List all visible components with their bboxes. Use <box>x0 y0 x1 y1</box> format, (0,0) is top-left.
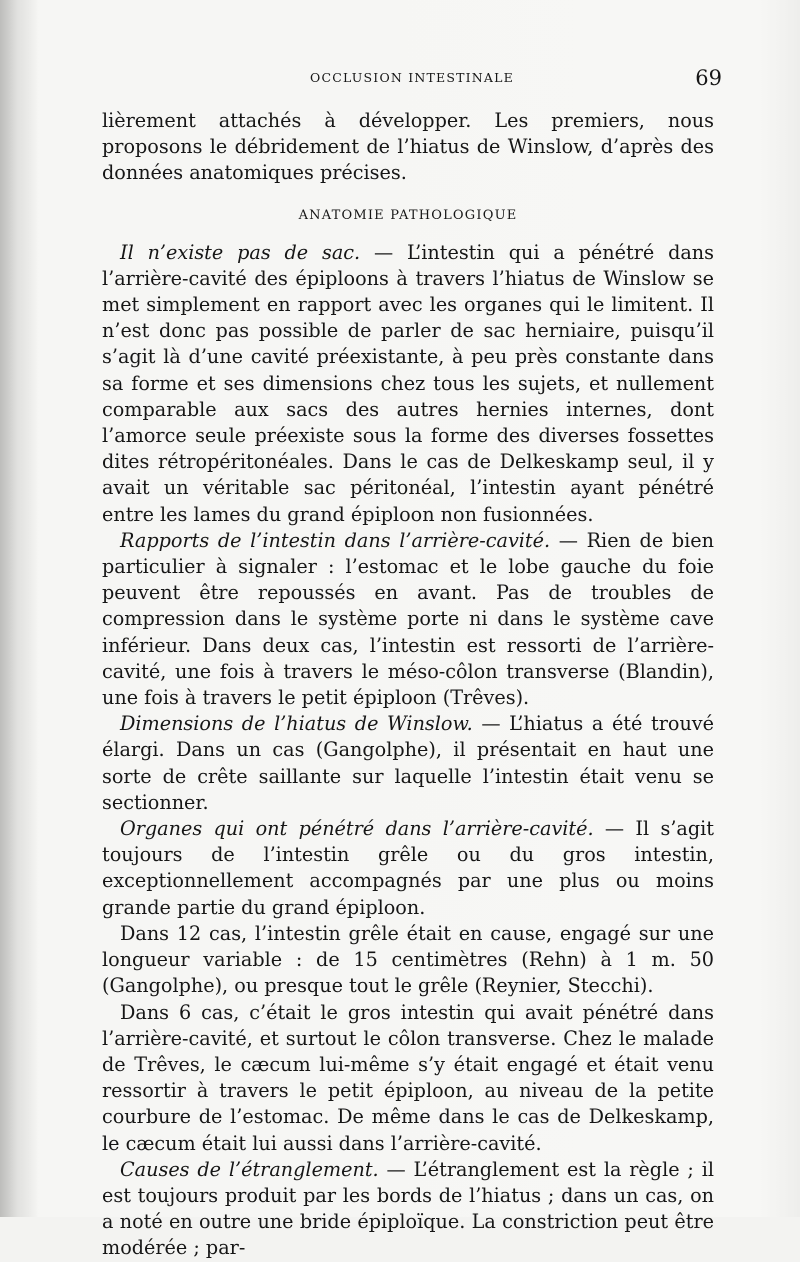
paragraph-organes <box>102 816 714 921</box>
paragraph-lead: Rapports de l’intestin dans l’arrière-cavité. <box>120 528 551 552</box>
paragraph-text: Dans 12 cas, l’intestin grêle était en cause, engagé sur une longueur variable : de 15 centimètres (Rehn) à 1 m. 50 (Gangolphe), ou presque tout le grêle (Reynier, Stecchi). <box>102 921 714 998</box>
paragraph-dimensions <box>102 711 714 816</box>
paragraph-text: — L’intestin qui a pénétré dans l’arrière-cavité des épiploons à travers l’hiatus de Winslow se met simplement en rapport avec les organes qui le limitent. Il n’est donc pas possible de parler de sac herniaire, puisqu’il s’agit là d’une cavité préexistante, à peu près constante dans sa forme et ses dimensions chez tous les sujets, et nullement comparable aux sacs des autres hernies internes, dont l’amorce seule préexiste sous la forme des diverses fossettes dites rétropéritonéales. Dans le cas de Delkeskamp seul, il y avait un véritable sac péritonéal, l’intestin ayant pénétré entre les lames du grand épiploon non fusionnées. <box>102 240 714 526</box>
paragraph-gros-intestin <box>102 1000 714 1157</box>
page-number: 69 <box>695 66 722 90</box>
section-title: ANATOMIE PATHOLOGIQUE <box>298 207 518 223</box>
paragraph-text: — Il s’agit toujours de l’intestin grêle ou du gros intestin, exceptionnellement accompagnés par une plus ou moins grande partie du grand épiploon. <box>102 817 714 919</box>
page-body <box>102 108 714 1262</box>
page-gutter <box>0 0 38 1217</box>
paragraph-grele <box>102 921 714 1000</box>
paragraph-lead: Causes de l’étranglement. <box>120 1157 379 1181</box>
paragraph-text: — Rien de bien particulier à signaler : l’estomac et le lobe gauche du foie peuvent être repoussés en avant. Pas de troubles de compression dans le système porte ni dans le système cave inférieur. Dans deux cas, l’intestin est ressorti de l’arrière-cavité, une fois à travers le méso-côlon transverse (Blandin), une fois à travers le petit épiploon (Trêves). <box>102 528 714 710</box>
paragraph-lead: Organes qui ont pénétré dans l’arrière-cavité. <box>120 817 594 841</box>
paragraph-causes <box>102 1157 714 1262</box>
running-title: OCCLUSION INTESTINALE <box>310 70 514 85</box>
page-header <box>102 66 722 94</box>
paragraph-lead: Il n’existe pas de sac. <box>120 240 361 264</box>
intro-paragraph: lièrement attachés à développer. Les premiers, nous proposons le débridement de l’hiatus de Winslow, d’après des données anatomiques précises. <box>102 109 714 185</box>
paragraph-text: — L’hiatus a été trouvé élargi. Dans un cas (Gangolphe), il présentait en haut une sorte de crête saillante sur laquelle l’intestin était venu se sectionner. <box>102 712 714 814</box>
paragraph-rapports <box>102 528 714 711</box>
paragraph-no-sac <box>102 240 714 528</box>
paragraph-text: Dans 6 cas, c’était le gros intestin qui avait pénétré dans l’arrière-cavité, et surtout le côlon transverse. Chez le malade de Trêves, le cæcum lui-même s’y était engagé et était venu ressortir à travers le petit épiploon, au niveau de la petite courbure de l’estomac. De même dans le cas de Delkeskamp, le cæcum était lui aussi dans l’arrière-cavité. <box>102 1000 714 1155</box>
paragraph-text: — L’étranglement est la règle ; il est toujours produit par les bords de l’hiatus ; dans un cas, on a noté en outre une bride épiploïque. La constriction peut être modérée ; par- <box>102 1157 715 1260</box>
paragraph-lead: Dimensions de l’hiatus de Winslow. <box>120 712 473 736</box>
